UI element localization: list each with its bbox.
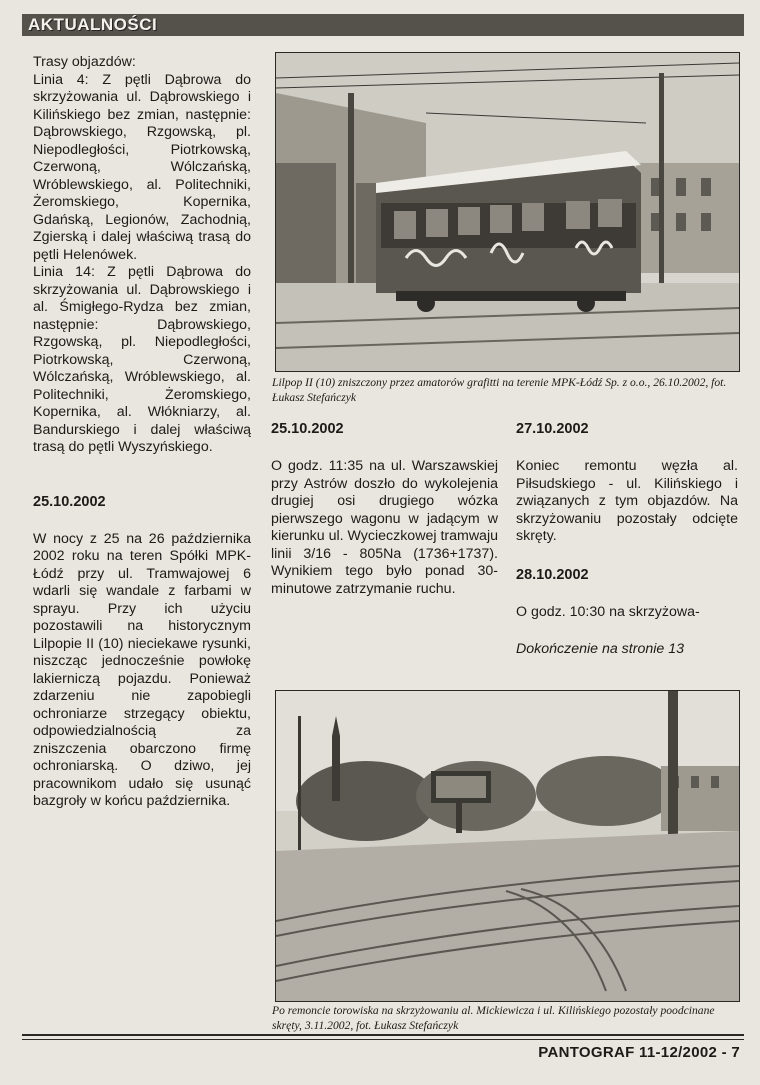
photo1-caption: Lilpop II (10) zniszczony przez amatorów grafitti na terenie MPK-Łódź Sp. z o.o., 26.10.2002, fot. Łukasz Stefańczyk — [272, 376, 727, 404]
line14-paragraph — [33, 264, 251, 457]
footer-rule-thin — [22, 1039, 744, 1040]
column-middle — [271, 420, 498, 598]
photo2-caption: Po remoncie torowiska na skrzyżowaniu al. Mickiewicza i ul. Kilińskiego pozostały poodcinane skręty, 3.11.2002, fot. Łukasz Stefańczyk — [272, 1004, 715, 1032]
date-heading-1: 25.10.2002 — [33, 493, 106, 510]
date-heading-3: 27.10.2002 — [516, 421, 589, 437]
line4-text: : Z pętli Dąbrowa do skrzyżowania ul. Dąbrowskiego i Kilińskiego bez zmian, następnie: Dąbrowskiego, Rzgowską, pl. Niepodległości, Piotrkowską, Czerwoną, Wólczańską, Wróblewskiego, al. Politechniki, Żeromskiego, Kopernika, Gdańską, Legionów, Zachodnią, Zgierską i dalej właściwą trasą do pętli Helenówek. — [33, 71, 251, 263]
section-header-bar — [22, 14, 744, 36]
date-heading-4: 28.10.2002 — [516, 566, 589, 583]
column-right — [516, 420, 738, 659]
graffiti-tram-illustration — [276, 53, 739, 371]
column-left — [33, 54, 251, 811]
line14-label: Linia 14 — [33, 264, 91, 280]
time-paragraph: O godz. 10:30 na skrzyżowa- — [516, 603, 700, 620]
repair-paragraph: Koniec remontu węzła al. Piłsudskiego - ul. Kilińskiego i związanych z tym objazdów. Na skrzyżowaniu pozostały odcięte skręty. — [516, 458, 738, 544]
line4-paragraph — [33, 72, 251, 265]
date-heading-2: 25.10.2002 — [271, 421, 344, 437]
photo-graffiti-tram — [275, 52, 740, 372]
continued-note: Dokończenie na stronie 13 — [516, 641, 684, 657]
photo-intersection — [275, 690, 740, 1002]
derailment-paragraph: O godz. 11:35 na ul. Warszawskiej przy Astrów doszło do wykolejenia drugiej osi drugiego wózka pierwszego wagonu w jadącym w kierunku ul. Wycieczkowej tramwaju linii 3/16 - 805Na (1736+1737). Wynikiem tego było ponad 30-minutowe zatrzymanie ruchu. — [271, 458, 498, 597]
vandalism-paragraph: W nocy z 25 na 26 października 2002 roku na teren Spółki MPK-Łódź przy ul. Tramwajowej 6 wdarli się wandale z farbami w sprayu. Przy ich użyciu pozostawili na historycznym Lilpopie II (10) nieciekawe rysunki, niszcząc jednocześnie powłokę lakierniczą pojazdu. Ponieważ zdarzeniu nie zapobiegli ochroniarze strzegący obiektu, odpowiedzialnością za zniszczenia obarczono firmę ochroniarską. O dziwo, jej pracownikom udało się usunąć bazgroły w końcu października. — [33, 530, 251, 809]
line14-text: : Z pętli Dąbrowa do skrzyżowania ul. Dąbrowskiego i al. Śmigłego-Rydza bez zmian, następnie: Dąbrowskiego, Rzgowską, pl. Niepodległości, Piotrkowską, Czerwoną, Wólczańską, Wróblewskiego, al. Politechniki, Żeromskiego, Kopernika, al. Włókniarzy, al. Bandurskiego i dalej właściwą trasą do pętli Wyszyńskiego. — [33, 264, 251, 455]
intersection-illustration — [276, 691, 739, 1001]
line4-label: Linia 4 — [33, 71, 85, 88]
routes-title: Trasy objazdów: — [33, 54, 136, 70]
page-footer: PANTOGRAF 11-12/2002 - 7 — [538, 1044, 740, 1061]
footer-rule-thick — [22, 1034, 744, 1036]
section-title: AKTUALNOŚCI — [28, 15, 158, 34]
